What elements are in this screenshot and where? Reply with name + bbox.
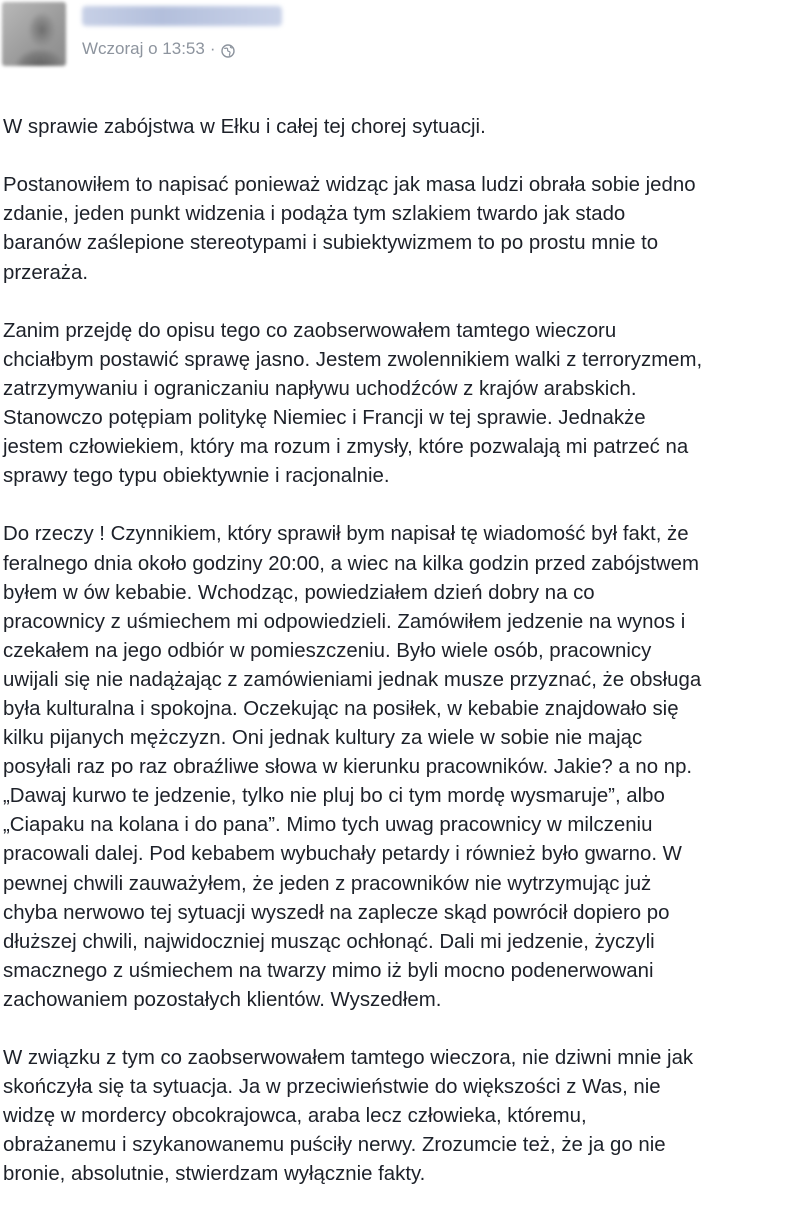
post-paragraph: W sprawie zabójstwa w Ełku i całej tej chorej sytuacji. [3,116,486,139]
avatar[interactable] [2,2,66,66]
post-paragraph: Zanim przejdę do opisu tego co zaobserwowałem tamtego wieczoru chciałbym postawić sprawę jasno. Jestem zwolennikiem walki z terroryzmem, zatrzymywaniu i ograniczaniu napływu uchodźców z krajów arabskich. Stanowczo potępiam politykę Niemiec i Francji w tej sprawie. Jednakże jestem człowiekiem, który ma rozum i zmysły, które pozwalają mi patrzeć na sprawy tego typu obiektywnie i racjonalnie. [3,319,703,488]
post-meta [82,38,235,60]
author-name[interactable] [82,6,282,26]
globe-icon[interactable] [221,43,235,57]
meta-separator: · [209,39,216,58]
post-header [0,0,800,80]
post-paragraph: W związku z tym co zaobserwowałem tamtego wieczora, nie dziwni mnie jak skończyła się ta sytuacja. Ja w przeciwieństwie do większości z Was, nie widzę w mordercy obcokrajowca, araba lecz człowieka, któremu, obrażanemu i szykanowanemu puściły nerwy. Zrozumcie też, że ja go nie bronie, absolutnie, stwierdzam wyłącznie fakty. [3,1047,694,1186]
post-paragraph: Do rzeczy ! Czynnikiem, który sprawił bym napisał tę wiadomość był fakt, że feralnego dnia około godziny 20:00, a wiec na kilka godzin przed zabójstwem byłem w ów kebabie. Wchodząc, powiedziałem dzień dobry na co pracownicy z uśmiechem mi odpowiedzieli. Zamówiłem jedzenie na wynos i czekałem na jego odbiór w pomieszczeniu. Było wiele osób, pracownicy uwijali się nie nadążając z zamówieniami jednak musze przyznać, że obsługa była kulturalna i spokojna. Oczekując na posiłek, w kebabie znajdowało się kilku pijanych mężczyzn. Oni jednak kultury za wiele w sobie nie mając posyłali raz po raz obraźliwe słowa w kierunku pracowników. Jakie? a no np. „Dawaj kurwo te jedzenie, tylko nie pluj bo ci tym mordę wysmaruje”, albo „Ciapaku na kolana i do pana”. Mimo tych uwag pracownicy w milczeniu pracowali dalej. Pod kebabem wybuchały petardy i również było gwarno. W pewnej chwili zauważyłem, że jeden z pracowników nie wytrzymując już chyba nerwowo tej sytuacji wyszedł na zaplecze skąd powrócił dopiero po dłuższej chwili, najwidoczniej musząc ochłonąć. Dali mi jedzenie, życzyli smacznego z uśmiechem na twarzy mimo iż byli mocno podenerwowani zachowaniem pozostałych klientów. Wyszedłem. [3,523,702,1011]
post-paragraph: Postanowiłem to napisać ponieważ widząc jak masa ludzi obrała sobie jedno zdanie, jeden punkt widzenia i podąża tym szlakiem twardo jak stado baranów zaślepione stereotypami i subiektywizmem to po prostu mnie to przeraża. [3,174,696,284]
post-timestamp[interactable]: Wczoraj o 13:53 [82,39,205,58]
post-body [3,84,798,1219]
